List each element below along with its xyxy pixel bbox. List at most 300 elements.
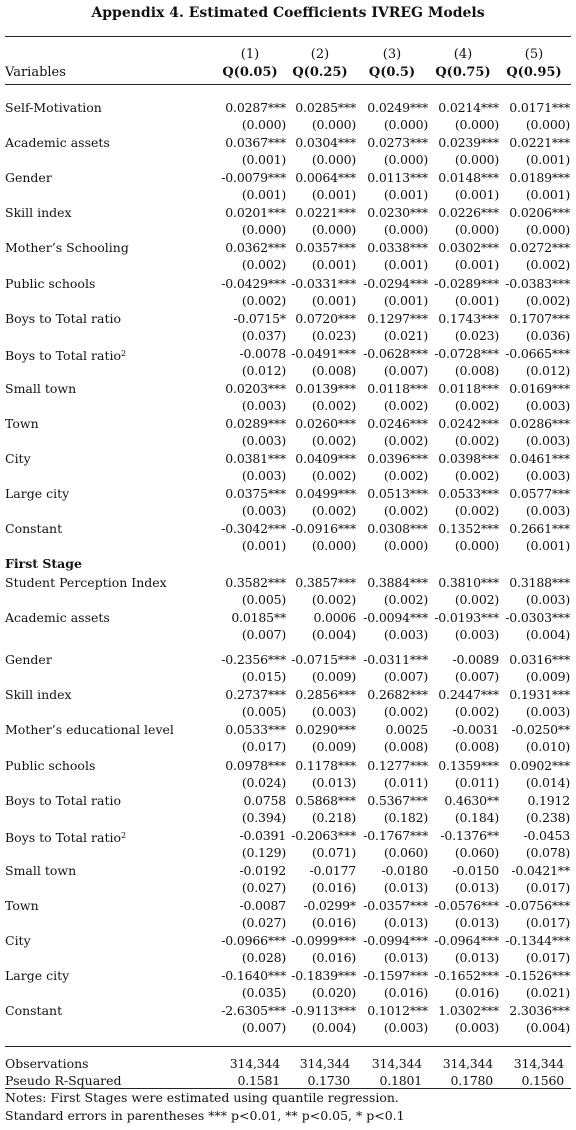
coefficient-cell: 0.2661***: [509, 521, 570, 536]
table-row-se: [0, 186, 576, 203]
coefficient-cell: 0.0758: [243, 793, 286, 808]
table-row-se: [0, 1019, 576, 1036]
standard-error-cell: (0.013): [383, 950, 428, 965]
standard-error-cell: (0.001): [241, 152, 286, 167]
coefficient-cell: 0.0214***: [438, 100, 499, 115]
coefficient-cell: 0.0203***: [225, 381, 286, 396]
variables-header: Variables: [5, 65, 66, 80]
row-label: [5, 485, 69, 502]
coefficient-cell: 1.0302***: [438, 1003, 499, 1018]
row-label: [5, 651, 52, 668]
table-row-se: [0, 256, 576, 273]
coefficient-cell: -0.0294***: [363, 276, 428, 291]
coefficient-cell: 0.1912: [527, 793, 570, 808]
standard-error-cell: (0.000): [525, 117, 570, 132]
row-label-text: Public schools: [5, 758, 96, 773]
coefficient-cell: 0.5367***: [367, 793, 428, 808]
row-label: [5, 609, 110, 626]
row-label-text: Gender: [5, 652, 52, 667]
column-number: (1): [240, 47, 260, 62]
table-row-se: [0, 668, 576, 685]
column-quantile: Q(0.95): [506, 65, 562, 80]
superscript: 2: [121, 831, 127, 840]
standard-error-cell: (0.036): [525, 328, 570, 343]
coefficient-cell: 0.0338***: [367, 240, 428, 255]
coefficient-cell: -0.0087: [239, 898, 286, 913]
table-row: [0, 932, 576, 949]
table-row-se: [0, 809, 576, 826]
coefficient-cell: 0.2447***: [438, 687, 499, 702]
coefficient-cell: 0.2682***: [367, 687, 428, 702]
coefficient-cell: 0.0221***: [295, 205, 356, 220]
standard-error-cell: (0.002): [454, 592, 499, 607]
column-number: (2): [310, 47, 330, 62]
coefficient-cell: 0.0302***: [438, 240, 499, 255]
stat-value-cell: 314,344: [229, 1056, 280, 1071]
row-label-text: City: [5, 933, 31, 948]
standard-error-cell: (0.001): [454, 257, 499, 272]
standard-error-cell: (0.001): [383, 257, 428, 272]
coefficient-cell: -0.0311***: [363, 652, 428, 667]
standard-error-cell: (0.000): [383, 222, 428, 237]
table-row: [0, 99, 576, 116]
standard-error-cell: (0.007): [383, 669, 428, 684]
coefficient-cell: 0.0189***: [509, 170, 570, 185]
row-label: [5, 862, 76, 879]
standard-error-cell: (0.238): [525, 810, 570, 825]
standard-error-cell: (0.001): [311, 257, 356, 272]
table-row: [0, 967, 576, 984]
row-label-text: Large city: [5, 968, 70, 983]
table-row-se: [0, 879, 576, 896]
stat-value-cell: 314,344: [442, 1056, 493, 1071]
standard-error-cell: (0.002): [454, 468, 499, 483]
standard-error-cell: (0.000): [241, 222, 286, 237]
coefficient-cell: 0.1707***: [509, 311, 570, 326]
standard-error-cell: (0.001): [383, 293, 428, 308]
coefficient-cell: -0.0303***: [505, 610, 570, 625]
standard-error-cell: (0.002): [383, 592, 428, 607]
coefficient-cell: 0.0273***: [367, 135, 428, 150]
table-row-se: [0, 591, 576, 608]
standard-error-cell: (0.000): [383, 117, 428, 132]
coefficient-cell: -0.3042***: [221, 521, 286, 536]
standard-error-cell: (0.002): [525, 257, 570, 272]
first-stage-heading: First Stage: [5, 556, 82, 571]
coefficient-cell: -0.0429***: [221, 276, 286, 291]
coefficient-cell: 0.0201***: [225, 205, 286, 220]
coefficient-cell: 0.1931***: [509, 687, 570, 702]
standard-error-cell: (0.011): [454, 775, 499, 790]
row-label: [5, 792, 121, 809]
row-label: [5, 520, 62, 537]
coefficient-cell: 0.5868***: [295, 793, 356, 808]
row-label-text: Boys to Total ratio: [5, 348, 121, 363]
standard-error-cell: (0.003): [311, 704, 356, 719]
standard-error-cell: (0.001): [454, 187, 499, 202]
table-row-se: [0, 221, 576, 238]
standard-error-cell: (0.016): [311, 915, 356, 930]
row-label: [5, 686, 72, 703]
row-label-text: Small town: [5, 863, 77, 878]
row-label: [5, 415, 39, 432]
coefficient-cell: 0.1012***: [367, 1003, 428, 1018]
standard-error-cell: (0.008): [454, 739, 499, 754]
standard-error-cell: (0.003): [383, 1020, 428, 1035]
row-label-text: Self-Motivation: [5, 100, 102, 115]
standard-error-cell: (0.009): [525, 669, 570, 684]
standard-error-cell: (0.009): [311, 669, 356, 684]
standard-error-cell: (0.002): [241, 257, 286, 272]
table-row-se: [0, 502, 576, 519]
coefficient-cell: 0.0720***: [295, 311, 356, 326]
standard-error-cell: (0.007): [241, 1020, 286, 1035]
table-row: [0, 827, 576, 844]
standard-error-cell: (0.027): [241, 880, 286, 895]
standard-error-cell: (0.001): [525, 152, 570, 167]
coefficient-cell: 0.0206***: [509, 205, 570, 220]
column-quantile: Q(0.5): [368, 65, 416, 80]
coefficient-cell: 0.0287***: [225, 100, 286, 115]
standard-error-cell: (0.002): [383, 503, 428, 518]
coefficient-cell: -0.0250**: [511, 722, 570, 737]
standard-error-cell: (0.003): [241, 433, 286, 448]
standard-error-cell: (0.000): [454, 117, 499, 132]
row-label-text: Mother’s Schooling: [5, 240, 129, 255]
coefficient-cell: -0.2063***: [291, 828, 356, 843]
standard-error-cell: (0.015): [241, 669, 286, 684]
standard-error-cell: (0.008): [454, 363, 499, 378]
coefficient-cell: 0.0362***: [225, 240, 286, 255]
table-row-se: [0, 738, 576, 755]
coefficient-cell: -0.0383***: [505, 276, 570, 291]
coefficient-cell: 0.0239***: [438, 135, 499, 150]
row-label-text: Boys to Total ratio: [5, 311, 121, 326]
coefficient-cell: 0.0285***: [295, 100, 356, 115]
coefficient-cell: 0.0308***: [367, 521, 428, 536]
standard-error-cell: (0.394): [241, 810, 286, 825]
table-row-se: [0, 151, 576, 168]
coefficient-cell: -0.0391: [239, 828, 286, 843]
stat-value-cell: 0.1780: [450, 1073, 493, 1088]
standard-error-cell: (0.027): [241, 915, 286, 930]
coefficient-cell: -0.1344***: [505, 933, 570, 948]
stat-label: Pseudo R-Squared: [5, 1073, 122, 1088]
row-label-text: City: [5, 451, 31, 466]
coefficient-cell: 0.0367***: [225, 135, 286, 150]
standard-error-cell: (0.002): [525, 293, 570, 308]
coefficient-cell: -0.1597***: [363, 968, 428, 983]
table-row: [0, 134, 576, 151]
standard-error-cell: (0.001): [454, 293, 499, 308]
note-significance: Standard errors in parentheses *** p<0.01, ** p<0.05, * p<0.1: [5, 1108, 405, 1123]
stat-value-cell: 314,344: [513, 1056, 564, 1071]
standard-error-cell: (0.000): [311, 117, 356, 132]
coefficient-cell: 0.0025: [385, 722, 428, 737]
table-row: [0, 275, 576, 292]
coefficient-cell: -0.0453: [523, 828, 570, 843]
row-label-text: Constant: [5, 521, 63, 536]
row-label-text: Skill index: [5, 687, 72, 702]
standard-error-cell: (0.017): [525, 915, 570, 930]
coefficient-cell: -0.0193***: [434, 610, 499, 625]
row-label: [5, 450, 31, 467]
coefficient-cell: -0.0421**: [511, 863, 570, 878]
coefficient-cell: -0.0180: [381, 863, 428, 878]
coefficient-cell: 0.0272***: [509, 240, 570, 255]
coefficient-cell: 0.3857***: [295, 575, 356, 590]
coefficient-cell: 0.2737***: [225, 687, 286, 702]
standard-error-cell: (0.004): [311, 627, 356, 642]
standard-error-cell: (0.016): [311, 880, 356, 895]
coefficient-cell: 0.0978***: [225, 758, 286, 773]
standard-error-cell: (0.001): [241, 187, 286, 202]
table-row-se: [0, 626, 576, 643]
coefficient-cell: 0.0139***: [295, 381, 356, 396]
standard-error-cell: (0.004): [311, 1020, 356, 1035]
coefficient-cell: -0.0999***: [291, 933, 356, 948]
standard-error-cell: (0.003): [525, 592, 570, 607]
row-label: [5, 204, 72, 221]
standard-error-cell: (0.017): [525, 950, 570, 965]
table-row: [0, 485, 576, 502]
coefficient-cell: -2.6305***: [221, 1003, 286, 1018]
standard-error-cell: (0.000): [241, 117, 286, 132]
coefficient-cell: 0.0230***: [367, 205, 428, 220]
row-label: [5, 574, 167, 591]
table-row-se: [0, 984, 576, 1001]
row-label-text: Student Perception Index: [5, 575, 167, 590]
coefficient-cell: -0.0079***: [221, 170, 286, 185]
coefficient-cell: -0.0576***: [434, 898, 499, 913]
table-row-se: [0, 774, 576, 791]
coefficient-cell: -0.0665***: [505, 346, 570, 361]
column-quantile: Q(0.25): [292, 65, 348, 80]
standard-error-cell: (0.009): [311, 739, 356, 754]
standard-error-cell: (0.024): [241, 775, 286, 790]
coefficient-cell: 0.0513***: [367, 486, 428, 501]
standard-error-cell: (0.001): [383, 187, 428, 202]
standard-error-cell: (0.001): [311, 187, 356, 202]
coefficient-cell: 0.0242***: [438, 416, 499, 431]
coefficient-cell: -0.0715*: [233, 311, 286, 326]
row-label-text: Boys to Total ratio: [5, 793, 121, 808]
standard-error-cell: (0.071): [311, 845, 356, 860]
standard-error-cell: (0.000): [383, 538, 428, 553]
row-label-text: Academic assets: [5, 610, 110, 625]
coefficient-cell: 0.3188***: [509, 575, 570, 590]
coefficient-cell: 0.0118***: [438, 381, 499, 396]
standard-error-cell: (0.003): [454, 1020, 499, 1035]
table-row: [0, 686, 576, 703]
coefficient-cell: 0.1277***: [367, 758, 428, 773]
coefficient-cell: 0.0316***: [509, 652, 570, 667]
table-row-se: [0, 914, 576, 931]
coefficient-cell: -0.0357***: [363, 898, 428, 913]
standard-error-cell: (0.011): [383, 775, 428, 790]
coefficient-cell: 0.0499***: [295, 486, 356, 501]
standard-error-cell: (0.000): [311, 152, 356, 167]
coefficient-cell: 0.3582***: [225, 575, 286, 590]
top-rule: [5, 36, 571, 37]
coefficient-cell: 0.0064***: [295, 170, 356, 185]
standard-error-cell: (0.002): [241, 293, 286, 308]
standard-error-cell: (0.004): [525, 1020, 570, 1035]
standard-error-cell: (0.005): [241, 704, 286, 719]
coefficient-cell: 0.1743***: [438, 311, 499, 326]
table-row-se: [0, 703, 576, 720]
standard-error-cell: (0.007): [241, 627, 286, 642]
standard-error-cell: (0.002): [454, 398, 499, 413]
table-row: [0, 520, 576, 537]
standard-error-cell: (0.010): [525, 739, 570, 754]
table-row: [0, 574, 576, 591]
coefficient-cell: 0.0375***: [225, 486, 286, 501]
coefficient-cell: 0.1359***: [438, 758, 499, 773]
standard-error-cell: (0.060): [454, 845, 499, 860]
superscript: 2: [121, 349, 127, 358]
table-title: Appendix 4. Estimated Coefficients IVREG Models: [91, 5, 485, 21]
row-label: [5, 897, 39, 914]
row-label-text: Town: [5, 898, 39, 913]
table-row-se: [0, 467, 576, 484]
coefficient-cell: -0.0756***: [505, 898, 570, 913]
column-quantile: Q(0.05): [222, 65, 278, 80]
table-row-se: [0, 327, 576, 344]
standard-error-cell: (0.023): [311, 328, 356, 343]
coefficient-cell: 0.0171***: [509, 100, 570, 115]
table-row: [0, 862, 576, 879]
row-label-text: Mother’s educational level: [5, 722, 174, 737]
coefficient-cell: 2.3036***: [509, 1003, 570, 1018]
column-quantile: Q(0.75): [435, 65, 491, 80]
coefficient-cell: -0.1652***: [434, 968, 499, 983]
row-label: [5, 99, 102, 116]
row-label-text: Large city: [5, 486, 70, 501]
row-label: [5, 721, 174, 738]
standard-error-cell: (0.218): [311, 810, 356, 825]
header-rule: [5, 84, 571, 85]
coefficient-cell: 0.0226***: [438, 205, 499, 220]
table-row: [0, 169, 576, 186]
coefficient-cell: -0.0994***: [363, 933, 428, 948]
standard-error-cell: (0.003): [241, 503, 286, 518]
coefficient-cell: -0.0289***: [434, 276, 499, 291]
standard-error-cell: (0.002): [311, 503, 356, 518]
row-label: [5, 275, 95, 292]
table-row: [0, 450, 576, 467]
standard-error-cell: (0.078): [525, 845, 570, 860]
coefficient-cell: -0.1767***: [363, 828, 428, 843]
standard-error-cell: (0.000): [311, 538, 356, 553]
standard-error-cell: (0.001): [311, 293, 356, 308]
stat-value-cell: 0.1801: [379, 1073, 422, 1088]
standard-error-cell: (0.035): [241, 985, 286, 1000]
row-label-text: Public schools: [5, 276, 96, 291]
table-row-se: [0, 397, 576, 414]
coefficient-cell: -0.0491***: [291, 346, 356, 361]
coefficient-cell: -0.0728***: [434, 346, 499, 361]
standard-error-cell: (0.002): [383, 398, 428, 413]
stat-label: Observations: [5, 1056, 89, 1071]
coefficient-cell: 0.0118***: [367, 381, 428, 396]
standard-error-cell: (0.003): [525, 433, 570, 448]
coefficient-cell: 0.0185**: [231, 610, 286, 625]
row-label-text: Boys to Total ratio: [5, 830, 121, 845]
coefficient-cell: 0.0461***: [509, 451, 570, 466]
row-label: [5, 1002, 62, 1019]
standard-error-cell: (0.001): [525, 538, 570, 553]
coefficient-cell: -0.9113***: [291, 1003, 356, 1018]
coefficient-cell: 0.0249***: [367, 100, 428, 115]
coefficient-cell: 0.0221***: [509, 135, 570, 150]
stat-value-cell: 0.1560: [521, 1073, 564, 1088]
coefficient-cell: 0.0357***: [295, 240, 356, 255]
coefficient-cell: 0.0398***: [438, 451, 499, 466]
row-label-text: Town: [5, 416, 39, 431]
standard-error-cell: (0.004): [525, 627, 570, 642]
coefficient-cell: -0.1376**: [440, 828, 499, 843]
coefficient-cell: -0.0964***: [434, 933, 499, 948]
row-label: [5, 310, 121, 327]
standard-error-cell: (0.008): [311, 363, 356, 378]
table-row-se: [0, 292, 576, 309]
standard-error-cell: (0.012): [241, 363, 286, 378]
standard-error-cell: (0.003): [525, 704, 570, 719]
standard-error-cell: (0.017): [525, 880, 570, 895]
row-label: [5, 169, 52, 186]
table-row: [0, 310, 576, 327]
table-row: [0, 415, 576, 432]
table-row: [0, 651, 576, 668]
row-label-text: Academic assets: [5, 135, 110, 150]
column-number: (3): [382, 47, 402, 62]
table-row-se: [0, 362, 576, 379]
standard-error-cell: (0.000): [383, 152, 428, 167]
standard-error-cell: (0.182): [383, 810, 428, 825]
standard-error-cell: (0.020): [311, 985, 356, 1000]
standard-error-cell: (0.013): [454, 880, 499, 895]
coefficient-cell: 0.0902***: [509, 758, 570, 773]
standard-error-cell: (0.002): [311, 398, 356, 413]
table-row-se: [0, 116, 576, 133]
standard-error-cell: (0.007): [383, 363, 428, 378]
standard-error-cell: (0.017): [241, 739, 286, 754]
coefficient-cell: -0.0715***: [291, 652, 356, 667]
coefficient-cell: 0.3810***: [438, 575, 499, 590]
standard-error-cell: (0.002): [383, 468, 428, 483]
stat-value-cell: 314,344: [299, 1056, 350, 1071]
standard-error-cell: (0.002): [311, 592, 356, 607]
table-row: [0, 609, 576, 626]
coefficient-cell: -0.0031: [452, 722, 499, 737]
standard-error-cell: (0.013): [383, 915, 428, 930]
standard-error-cell: (0.001): [241, 538, 286, 553]
standard-error-cell: (0.037): [241, 328, 286, 343]
coefficient-cell: -0.1526***: [505, 968, 570, 983]
stats-rule: [5, 1046, 571, 1047]
coefficient-cell: -0.0331***: [291, 276, 356, 291]
coefficient-cell: 0.1352***: [438, 521, 499, 536]
standard-error-cell: (0.007): [454, 669, 499, 684]
table-row-se: [0, 949, 576, 966]
coefficient-cell: 0.1297***: [367, 311, 428, 326]
standard-error-cell: (0.184): [454, 810, 499, 825]
note-estimation: Notes: First Stages were estimated using quantile regression.: [5, 1090, 399, 1105]
standard-error-cell: (0.005): [241, 592, 286, 607]
coefficient-cell: -0.0150: [452, 863, 499, 878]
standard-error-cell: (0.003): [383, 627, 428, 642]
